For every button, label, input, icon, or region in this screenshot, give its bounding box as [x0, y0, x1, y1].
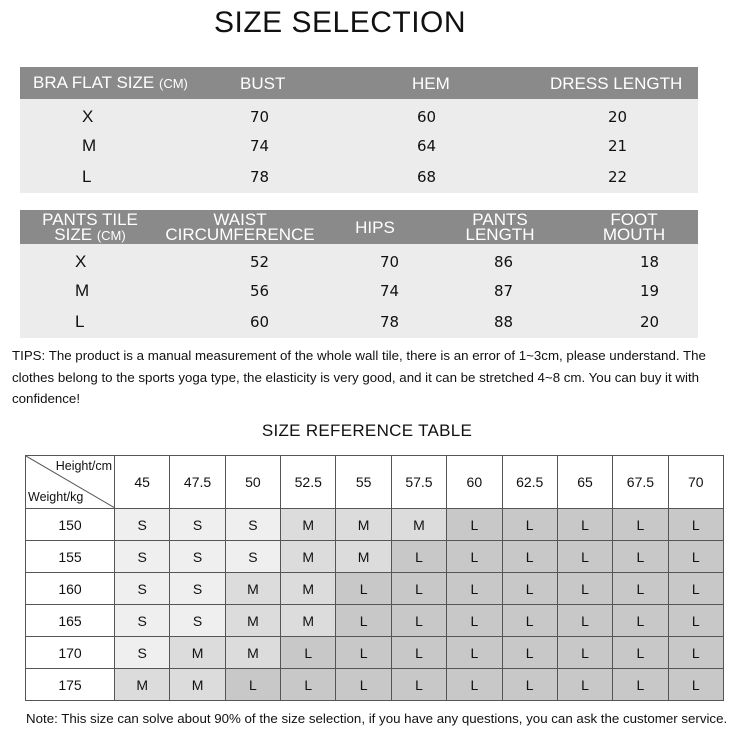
- size-cell: S: [115, 541, 170, 573]
- pants-waist-value: 60: [160, 307, 320, 338]
- tips-text: TIPS: The product is a manual measurement of the whole wall tile, there is an error of 1~3cm, please understand. The clothes belong to the sports yoga type, the elasticity is very good, and it can be stretched 4~8 cm. You can buy it with confidence!: [12, 348, 706, 406]
- size-cell: M: [281, 509, 336, 541]
- size-cell: M: [281, 573, 336, 605]
- size-cell: L: [557, 541, 612, 573]
- size-cell: L: [502, 541, 557, 573]
- size-cell: L: [668, 509, 723, 541]
- note-text: Note: This size can solve about 90% of the size selection, if you have any questions, you can ask the customer service.: [26, 711, 728, 726]
- pants-size: L: [20, 307, 160, 338]
- height-header-cell: 50: [225, 456, 280, 509]
- size-cell: M: [115, 669, 170, 701]
- size-cell: M: [336, 541, 391, 573]
- size-cell: L: [391, 605, 446, 637]
- bra-col-bust: BUST: [220, 67, 350, 99]
- size-cell: L: [557, 669, 612, 701]
- pants-col-hips-line1: HIPS: [355, 217, 395, 237]
- pants-col-pants-length: [430, 210, 570, 244]
- size-cell: M: [170, 669, 225, 701]
- size-cell: L: [613, 509, 668, 541]
- pants-header-label-line2: [20, 224, 160, 244]
- pants-foot-value: 19: [570, 275, 698, 306]
- size-cell: S: [225, 541, 280, 573]
- size-cell: L: [336, 605, 391, 637]
- bra-bust-value: 78: [220, 162, 350, 193]
- size-cell: S: [170, 573, 225, 605]
- reference-row: [26, 573, 724, 605]
- bra-col-dress-length: DRESS LENGTH: [550, 67, 698, 99]
- reference-table-title: SIZE REFERENCE TABLE: [261, 421, 473, 440]
- height-header-cell: 65: [557, 456, 612, 509]
- size-cell: L: [668, 573, 723, 605]
- size-cell: L: [502, 669, 557, 701]
- size-cell: L: [391, 541, 446, 573]
- pants-row-x: [20, 244, 698, 275]
- height-header-cell: 57.5: [391, 456, 446, 509]
- size-cell: L: [668, 637, 723, 669]
- pants-col-length-line2: LENGTH: [465, 225, 535, 244]
- reference-header-row: [26, 456, 724, 509]
- size-cell: L: [557, 573, 612, 605]
- size-cell: L: [447, 605, 502, 637]
- pants-col-waist-line1: WAIST: [213, 210, 267, 229]
- pants-header-size: SIZE: [54, 224, 93, 244]
- size-cell: L: [668, 669, 723, 701]
- size-cell: L: [613, 669, 668, 701]
- bra-hem-value: 64: [350, 130, 550, 161]
- height-axis-label: Height/cm: [55, 459, 112, 473]
- size-cell: L: [281, 669, 336, 701]
- reference-corner-cell: [26, 456, 115, 509]
- size-cell: S: [170, 509, 225, 541]
- weight-cell: 155: [26, 541, 115, 573]
- pants-hips-value: 78: [320, 307, 430, 338]
- reference-row: [26, 605, 724, 637]
- height-header-cell: 62.5: [502, 456, 557, 509]
- bra-hem-value: 68: [350, 162, 550, 193]
- height-header-cell: 60: [447, 456, 502, 509]
- size-cell: L: [613, 605, 668, 637]
- size-cell: L: [557, 637, 612, 669]
- size-cell: L: [336, 669, 391, 701]
- pants-size: M: [20, 275, 160, 306]
- bra-header-label-cell: [20, 67, 220, 99]
- pants-header-label-line1: PANTS TILE: [42, 209, 138, 229]
- size-cell: M: [336, 509, 391, 541]
- size-cell: L: [336, 573, 391, 605]
- size-cell: M: [225, 573, 280, 605]
- bra-row-m: [20, 130, 698, 161]
- size-cell: L: [447, 669, 502, 701]
- size-cell: L: [336, 637, 391, 669]
- pants-col-hips: [320, 210, 430, 244]
- weight-cell: 165: [26, 605, 115, 637]
- pants-foot-value: 20: [570, 307, 698, 338]
- weight-cell: 160: [26, 573, 115, 605]
- pants-col-waist: [160, 210, 320, 244]
- pants-header-row: [20, 210, 698, 244]
- bra-header-row: [20, 67, 698, 99]
- height-header-cell: 70: [668, 456, 723, 509]
- pants-row-m: [20, 275, 698, 306]
- size-cell: L: [557, 605, 612, 637]
- size-cell: L: [668, 541, 723, 573]
- size-reference-table: [25, 455, 724, 701]
- size-cell: L: [225, 669, 280, 701]
- size-cell: S: [170, 605, 225, 637]
- bra-bust-value: 70: [220, 99, 350, 130]
- reference-body: [26, 509, 724, 701]
- size-cell: M: [170, 637, 225, 669]
- bra-length-value: 20: [550, 99, 698, 130]
- pants-length-value: 86: [430, 244, 570, 275]
- size-cell: L: [502, 637, 557, 669]
- size-cell: M: [225, 637, 280, 669]
- weight-axis-label: Weight/kg: [28, 490, 84, 504]
- size-cell: L: [613, 637, 668, 669]
- size-cell: L: [613, 541, 668, 573]
- pants-foot-value: 18: [570, 244, 698, 275]
- size-cell: S: [115, 605, 170, 637]
- pants-header-label-cell: [20, 210, 160, 244]
- weight-cell: 175: [26, 669, 115, 701]
- size-cell: L: [281, 637, 336, 669]
- weight-cell: 170: [26, 637, 115, 669]
- pants-col-waist-line2: CIRCUMFERENCE: [165, 225, 315, 244]
- pants-size: X: [20, 244, 160, 275]
- pants-waist-value: 56: [160, 275, 320, 306]
- bra-length-value: 22: [550, 162, 698, 193]
- bra-row-l: [20, 162, 698, 193]
- size-cell: M: [225, 605, 280, 637]
- pants-length-value: 87: [430, 275, 570, 306]
- bra-bust-value: 74: [220, 130, 350, 161]
- reference-row: [26, 509, 724, 541]
- pants-col-length-line1: PANTS: [472, 210, 528, 229]
- pants-col-foot-line1: FOOT: [610, 210, 658, 229]
- size-cell: L: [391, 637, 446, 669]
- pants-header-unit: (CM): [96, 227, 126, 243]
- size-cell: M: [391, 509, 446, 541]
- pants-row-l: [20, 307, 698, 338]
- size-cell: S: [115, 509, 170, 541]
- bra-col-hem: HEM: [350, 67, 550, 99]
- bra-size: X: [20, 99, 220, 130]
- size-cell: M: [281, 541, 336, 573]
- size-cell: L: [502, 573, 557, 605]
- height-header-cell: 67.5: [613, 456, 668, 509]
- pants-size-table: [20, 210, 698, 338]
- size-cell: L: [557, 509, 612, 541]
- size-cell: L: [502, 605, 557, 637]
- size-cell: S: [115, 573, 170, 605]
- size-cell: S: [170, 541, 225, 573]
- weight-cell: 150: [26, 509, 115, 541]
- height-header-cell: 45: [115, 456, 170, 509]
- pants-waist-value: 52: [160, 244, 320, 275]
- size-cell: L: [447, 509, 502, 541]
- pants-hips-value: 70: [320, 244, 430, 275]
- size-cell: L: [502, 509, 557, 541]
- bra-row-x: [20, 99, 698, 130]
- size-cell: L: [613, 573, 668, 605]
- reference-row: [26, 669, 724, 701]
- bra-hem-value: 60: [350, 99, 550, 130]
- bra-length-value: 21: [550, 130, 698, 161]
- size-cell: S: [225, 509, 280, 541]
- reference-row: [26, 637, 724, 669]
- size-cell: M: [281, 605, 336, 637]
- bra-header-label: BRA FLAT SIZE: [33, 73, 155, 92]
- size-cell: L: [391, 573, 446, 605]
- bra-size-table: [20, 67, 698, 193]
- size-cell: L: [668, 605, 723, 637]
- size-cell: L: [447, 637, 502, 669]
- size-cell: L: [447, 541, 502, 573]
- size-cell: L: [447, 573, 502, 605]
- bra-header-unit: (CM): [158, 76, 188, 91]
- pants-col-foot-mouth: [570, 210, 698, 244]
- bra-size: L: [20, 162, 220, 193]
- size-cell: L: [391, 669, 446, 701]
- size-cell: S: [115, 637, 170, 669]
- pants-length-value: 88: [430, 307, 570, 338]
- height-header-cell: 55: [336, 456, 391, 509]
- page-title: SIZE SELECTION: [213, 6, 467, 39]
- height-header-cell: 47.5: [170, 456, 225, 509]
- height-header-cell: 52.5: [281, 456, 336, 509]
- pants-col-foot-line2: MOUTH: [602, 225, 666, 244]
- reference-row: [26, 541, 724, 573]
- bra-size: M: [20, 130, 220, 161]
- pants-hips-value: 74: [320, 275, 430, 306]
